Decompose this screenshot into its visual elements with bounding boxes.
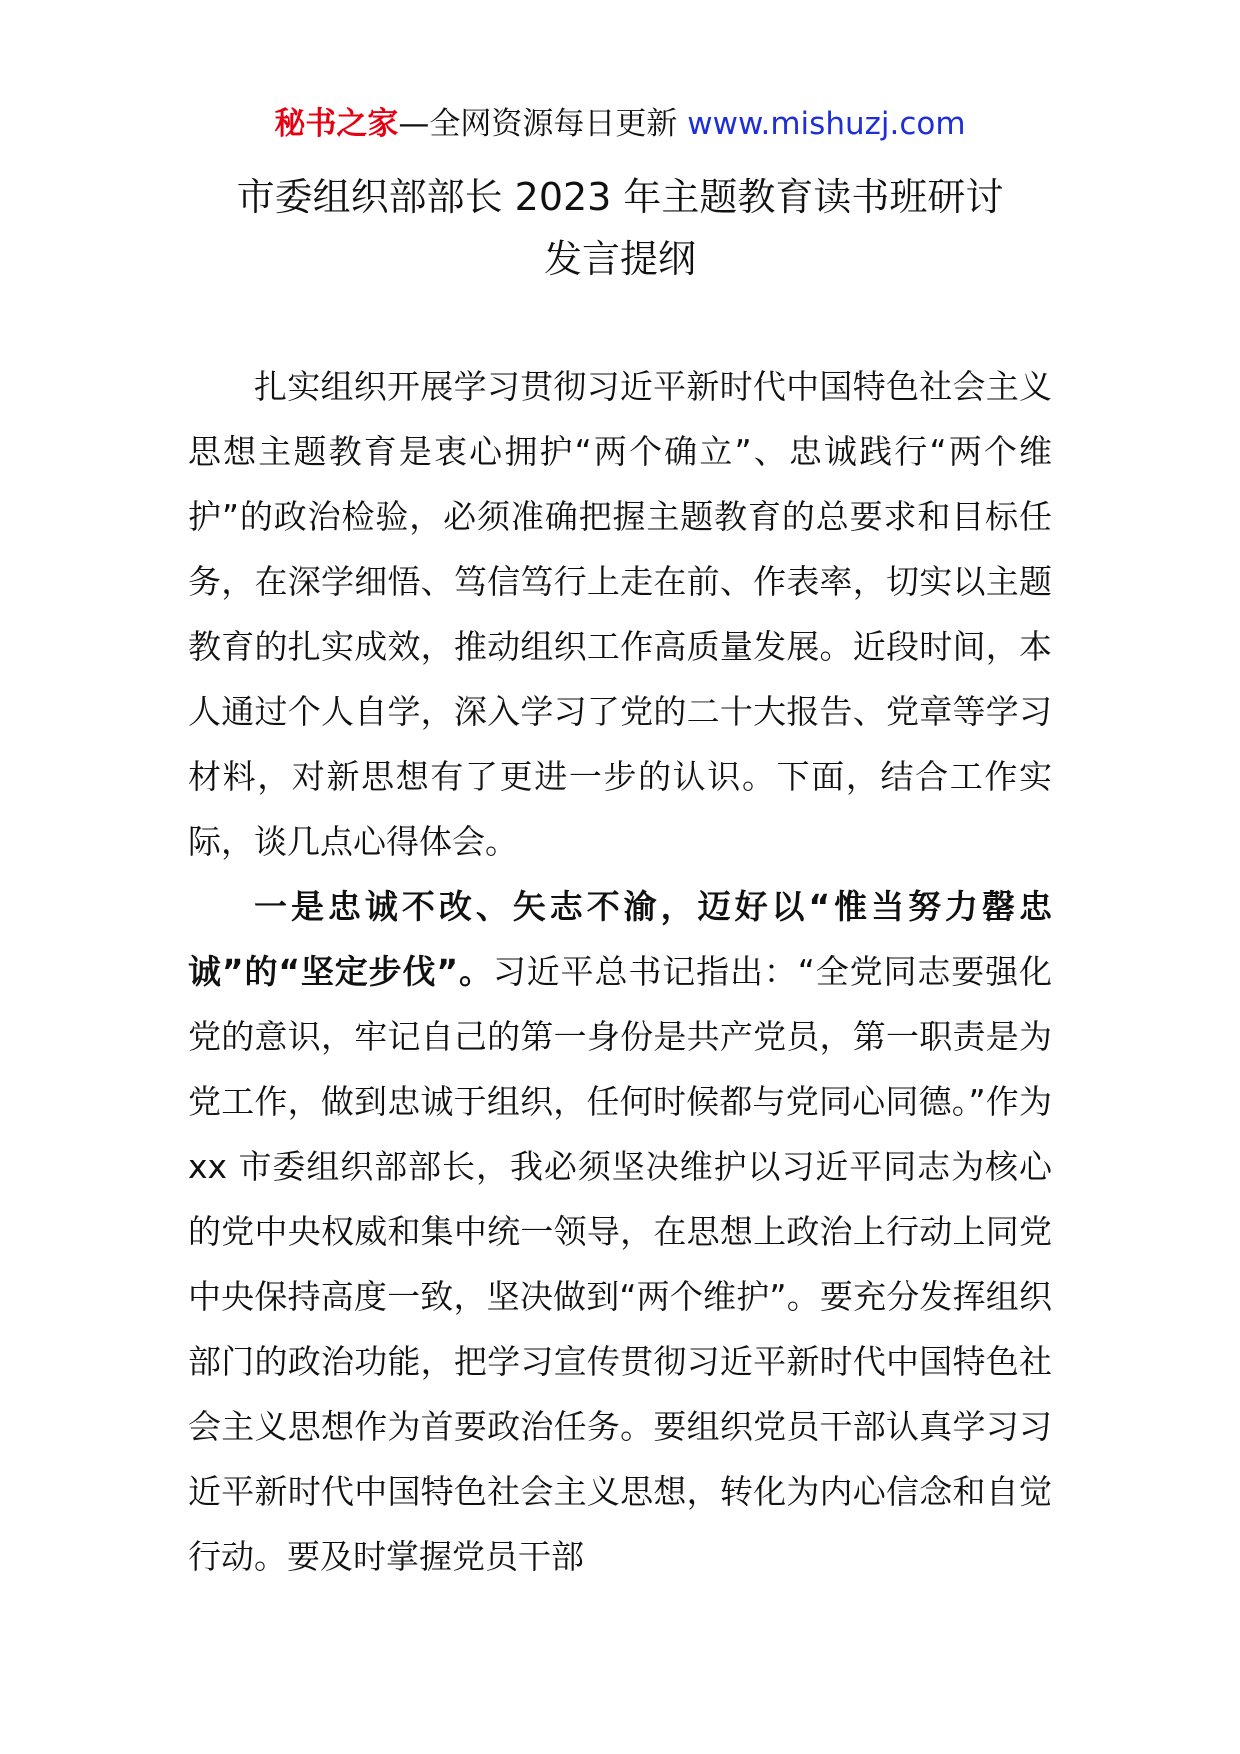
header-tagline: —全网资源每日更新 [398, 106, 688, 142]
title-line-1: 市委组织部部长 2023 年主题教育读书班研讨 [236, 175, 1004, 219]
site-url-link[interactable]: www.mishuzj.com [687, 106, 966, 142]
title-line-2: 发言提纲 [543, 237, 696, 281]
paragraph-2 [188, 874, 1052, 1589]
document-title [150, 166, 1090, 290]
document-body [188, 354, 1052, 1589]
site-header [0, 102, 1240, 146]
paragraph-2-lead: 一是忠诚不改、矢志不渝，迈好以“惟当努力罄忠诚”的“坚定步伐”。 [188, 887, 1052, 991]
brand-name: 秘书之家 [274, 106, 399, 142]
paragraph-1: 扎实组织开展学习贯彻习近平新时代中国特色社会主义思想主题教育是衷心拥护“两个确立”、忠诚践行“两个维护”的政治检验，必须准确把握主题教育的总要求和目标任务，在深学细悟、笃信笃行上走在前、作表率，切实以主题教育的扎实成效，推动组织工作高质量发展。近段时间，本人通过个人自学，深入学习了党的二十大报告、党章等学习材料，对新思想有了更进一步的认识。下面，结合工作实际，谈几点心得体会。 [188, 367, 1052, 861]
paragraph-2-body: 习近平总书记指出：“全党同志要强化党的意识，牢记自己的第一身份是共产党员，第一职责是为党工作，做到忠诚于组织，任何时候都与党同心同德。”作为 xx 市委组织部部长，我必须坚决维护以习近平同志为核心的党中央权威和集中统一领导，在思想上政治上行动上同党中央保持高度一致，坚决做到“两个维护”。要充分发挥组织部门的政治功能，把学习宣传贯彻习近平新时代中国特色社会主义思想作为首要政治任务。要组织党员干部认真学习习近平新时代中国特色社会主义思想，转化为内心信念和自觉行动。要及时掌握党员干部 [188, 952, 1052, 1576]
